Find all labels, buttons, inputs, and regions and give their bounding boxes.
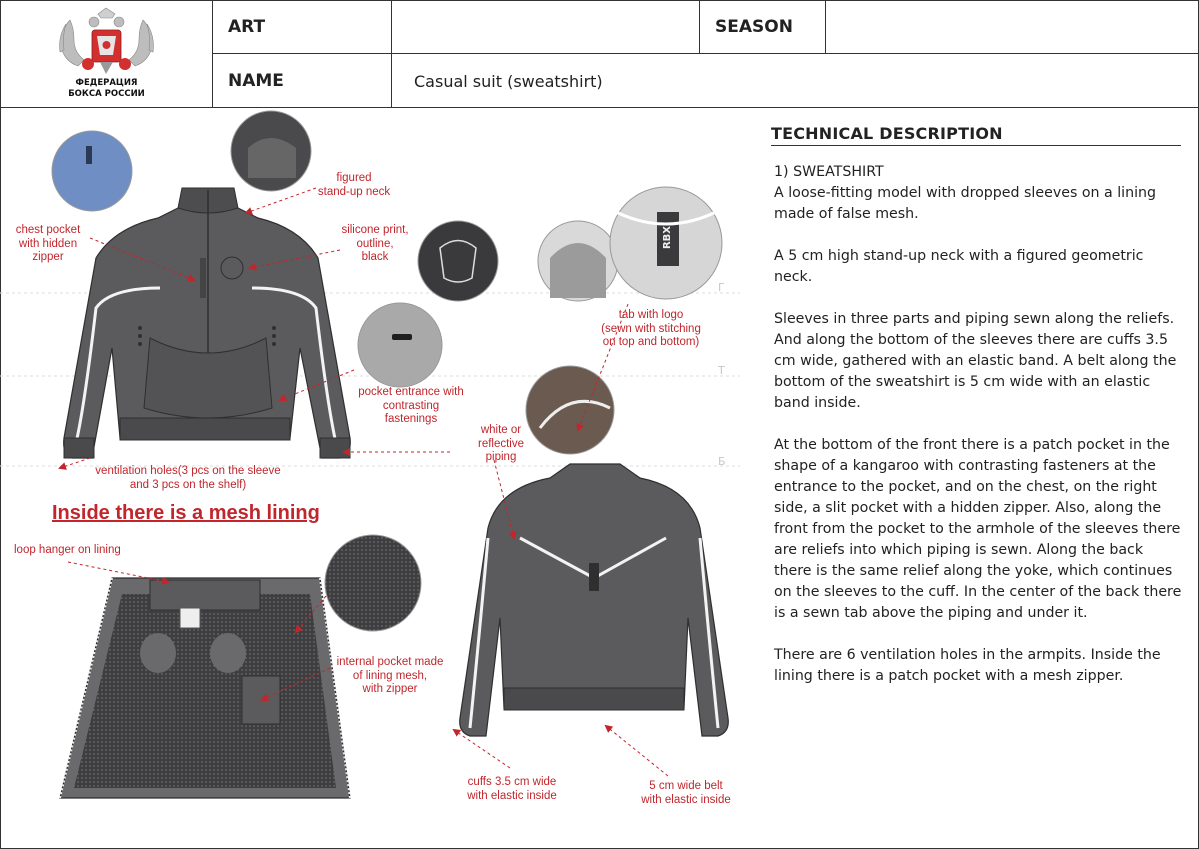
technical-description-body: [774, 162, 1184, 708]
mesh-lining-heading: Inside there is a mesh lining: [52, 502, 320, 524]
detail-mesh: [325, 535, 421, 631]
jacket-lining-drawing: [60, 578, 350, 798]
description-paragraph: A loose-fitting model with dropped sleeves on a lining made of false mesh.: [774, 185, 1157, 222]
season-label-cell: [700, 0, 825, 54]
art-label-cell: [213, 0, 391, 54]
jacket-front-drawing: [64, 188, 351, 458]
art-value-cell: [392, 0, 699, 54]
callout-ventilation-text: ventilation holes(3 pcs on the sleeve and 3 pcs on the shelf): [95, 465, 281, 491]
callout-belt-text: 5 cm wide belt with elastic inside: [641, 780, 731, 806]
header-row-name: [213, 54, 1199, 108]
art-label: ART: [228, 17, 266, 37]
detail-chest-pocket: [52, 131, 132, 211]
description-paragraph: Sleeves in three parts and piping sewn along the reliefs. And along the bottom of the sleeves there are cuffs 3.5 cm wide, gathered with an elastic band. A belt along the bottom of the sweatshirt is 5 cm wide with an elastic band inside.: [774, 311, 1177, 411]
callout-figured-neck-text: figured stand-up neck: [317, 172, 391, 198]
callout-figured-neck: [306, 172, 402, 199]
callout-internal-pocket-text: internal pocket made of lining mesh, with zipper: [336, 656, 444, 695]
description-paragraph: At the bottom of the front there is a patch pocket in the shape of a kangaroo with contrasting fasteners at the entrance to the pocket, and on the chest, on the right side, a slit pocket with a hidden zipper. Also, along the front from the pocket to the armhole of the sleeves there are reliefs into which piping is sewn. Along the back there is the same relief along the yoke, which continues on the sleeves to the cuff. In the center of the back there is a sewn tab above the piping and under it.: [774, 437, 1182, 621]
detail-piping: [526, 366, 614, 454]
callout-cuffs: [456, 776, 568, 803]
callout-pocket-entrance-text: pocket entrance with contrasting fastenings: [358, 386, 464, 425]
callout-white-piping: [466, 424, 536, 465]
name-value: Casual suit (sweatshirt): [414, 71, 603, 91]
logo-line2: БОКСА РОССИИ: [68, 89, 145, 99]
size-mark-g: Г: [718, 281, 725, 294]
callout-internal-pocket: [326, 656, 454, 697]
logo-line1: ФЕДЕРАЦИЯ: [75, 78, 138, 88]
callout-ventilation: [78, 465, 298, 492]
description-paragraph: There are 6 ventilation holes in the armpits. Inside the lining there is a patch pocket with a mesh zipper.: [774, 647, 1161, 684]
callout-cuffs-text: cuffs 3.5 cm wide with elastic inside: [467, 776, 557, 802]
callout-belt: [630, 780, 742, 807]
callout-loop-hanger: [14, 544, 154, 558]
tab-logo-text: RBX: [662, 225, 674, 250]
detail-neck: [231, 111, 311, 191]
callout-loop-hanger-text: loop hanger on lining: [14, 544, 121, 556]
season-value-cell: [826, 0, 1199, 54]
callout-silicone-print: [330, 224, 420, 265]
callout-tab-logo-text: tab with logo (sewn with stitching on top and bottom): [601, 309, 701, 348]
detail-pocket-entrance: [358, 303, 442, 387]
logo-cell: [0, 0, 213, 108]
callout-tab-logo: [578, 309, 724, 350]
size-mark-b: Б: [718, 455, 726, 468]
description-paragraph: A 5 cm high stand-up neck with a figured geometric neck.: [774, 248, 1144, 285]
name-label-cell: [213, 54, 391, 108]
jacket-back-drawing: [460, 464, 729, 736]
callout-silicone-print-text: silicone print, outline, black: [341, 224, 409, 263]
section-heading: 1) SWEATSHIRT: [774, 164, 884, 180]
header-table: [0, 0, 1199, 108]
callout-white-piping-text: white or reflective piping: [477, 424, 525, 463]
header-row-art: [213, 0, 1199, 54]
technical-description-title: TECHNICAL DESCRIPTION: [771, 124, 1181, 146]
size-mark-t: Т: [718, 364, 725, 377]
callout-pocket-entrance: [346, 386, 476, 427]
callout-chest-pocket: [8, 224, 88, 265]
name-value-cell: [392, 54, 1092, 108]
detail-print: [418, 221, 498, 301]
season-label: SEASON: [715, 17, 793, 37]
name-label: NAME: [228, 71, 284, 91]
detail-hanger: [538, 221, 618, 301]
callout-chest-pocket-text: chest pocket with hidden zipper: [15, 224, 81, 263]
